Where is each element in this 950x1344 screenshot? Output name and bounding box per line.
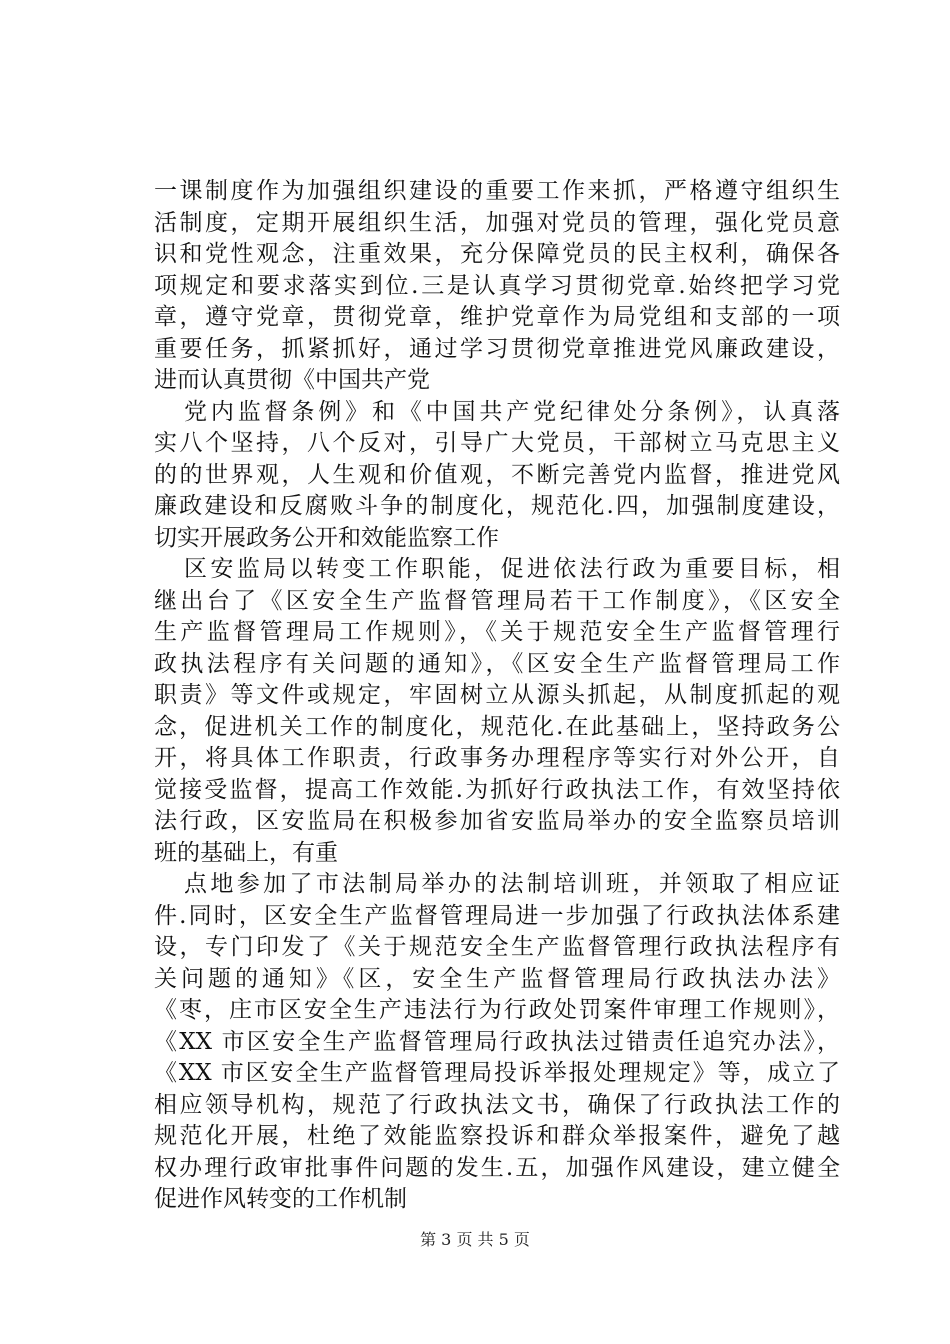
text-line: 规范化开展，杜绝了效能监察投诉和群众举报案件，避免了越 xyxy=(154,1123,840,1149)
page-footer: 第 3 页 共 5 页 xyxy=(420,1230,530,1249)
text-line: 廉政建设和反腐败斗争的制度化，规范化.四，加强制度建设， xyxy=(154,493,840,519)
text-line: 识和党性观念，注重效果，充分保障党员的民主权利，确保各 xyxy=(154,241,840,267)
text-line: 促进作风转变的工作机制 xyxy=(154,1186,407,1212)
text-line: 念，促进机关工作的制度化，规范化.在此基础上，坚持政务公 xyxy=(154,713,840,740)
text-line: 《XX 市区安全生产监督管理局行政执法过错责任追究办法》， xyxy=(154,1028,840,1055)
text-line: 章，遵守党章，贯彻党章，维护党章作为局党组和支部的一项 xyxy=(154,304,840,330)
text-line: 《XX 市区安全生产监督管理局投诉举报处理规定》等，成立了 xyxy=(154,1060,840,1086)
paragraph xyxy=(154,554,840,869)
document-body xyxy=(154,176,840,1216)
text-line: 职责》等文件或规定，牢固树立从源头抓起，从制度抓起的观 xyxy=(154,682,840,708)
text-line: 政执法程序有关问题的通知》，《区安全生产监督管理局工作 xyxy=(154,650,840,677)
text-line: 权办理行政审批事件问题的发生.五，加强作风建设，建立健全 xyxy=(154,1154,840,1181)
text-line: 开，将具体工作职责，行政事务办理程序等实行对外公开，自 xyxy=(154,745,840,771)
text-line: 继出台了《区安全生产监督管理局若干工作制度》，《区安全 xyxy=(154,587,840,614)
text-line: 觉接受监督，提高工作效能.为抓好行政执法工作，有效坚持依 xyxy=(154,776,840,803)
text-line: 设，专门印发了《关于规范安全生产监督管理行政执法程序有 xyxy=(154,934,840,960)
paragraph xyxy=(154,176,840,397)
text-line: 切实开展政务公开和效能监察工作 xyxy=(154,524,499,551)
paragraph xyxy=(154,869,840,1216)
text-line: 区安监局以转变工作职能，促进依法行政为重要目标，相 xyxy=(184,556,840,582)
text-line: 点地参加了市法制局举办的法制培训班，并领取了相应证 xyxy=(184,871,840,897)
text-line: 件.同时，区安全生产监督管理局进一步加强了行政执法体系建 xyxy=(154,902,840,929)
text-line: 的的世界观，人生观和价值观，不断完善党内监督，推进党风 xyxy=(154,461,840,488)
text-line: 进而认真贯彻《中国共产党 xyxy=(154,367,430,393)
text-line: 活制度，定期开展组织生活，加强对党员的管理，强化党员意 xyxy=(154,209,840,236)
text-line: 实八个坚持，八个反对，引导广大党员，干部树立马克思主义 xyxy=(154,430,840,456)
text-line: 一课制度作为加强组织建设的重要工作来抓，严格遵守组织生 xyxy=(154,178,840,204)
text-line: 《枣，庄市区安全生产违法行为行政处罚案件审理工作规则》， xyxy=(154,997,840,1023)
text-line: 项规定和要求落实到位.三是认真学习贯彻党章.始终把学习党 xyxy=(154,272,840,299)
text-line: 法行政，区安监局在积极参加省安监局举办的安全监察员培训 xyxy=(154,808,840,834)
text-line: 生产监督管理局工作规则》，《关于规范安全生产监督管理行 xyxy=(154,619,840,645)
text-line: 关问题的通知》《区，安全生产监督管理局行政执法办法》 xyxy=(154,965,840,992)
text-line: 班的基础上，有重 xyxy=(154,839,338,866)
text-line: 相应领导机构，规范了行政执法文书，确保了行政执法工作的 xyxy=(154,1091,840,1118)
text-line: 党内监督条例》和《中国共产党纪律处分条例》，认真落 xyxy=(184,398,840,425)
text-line: 重要任务，抓紧抓好，通过学习贯彻党章推进党风廉政建设， xyxy=(154,335,840,362)
paragraph xyxy=(154,397,840,555)
